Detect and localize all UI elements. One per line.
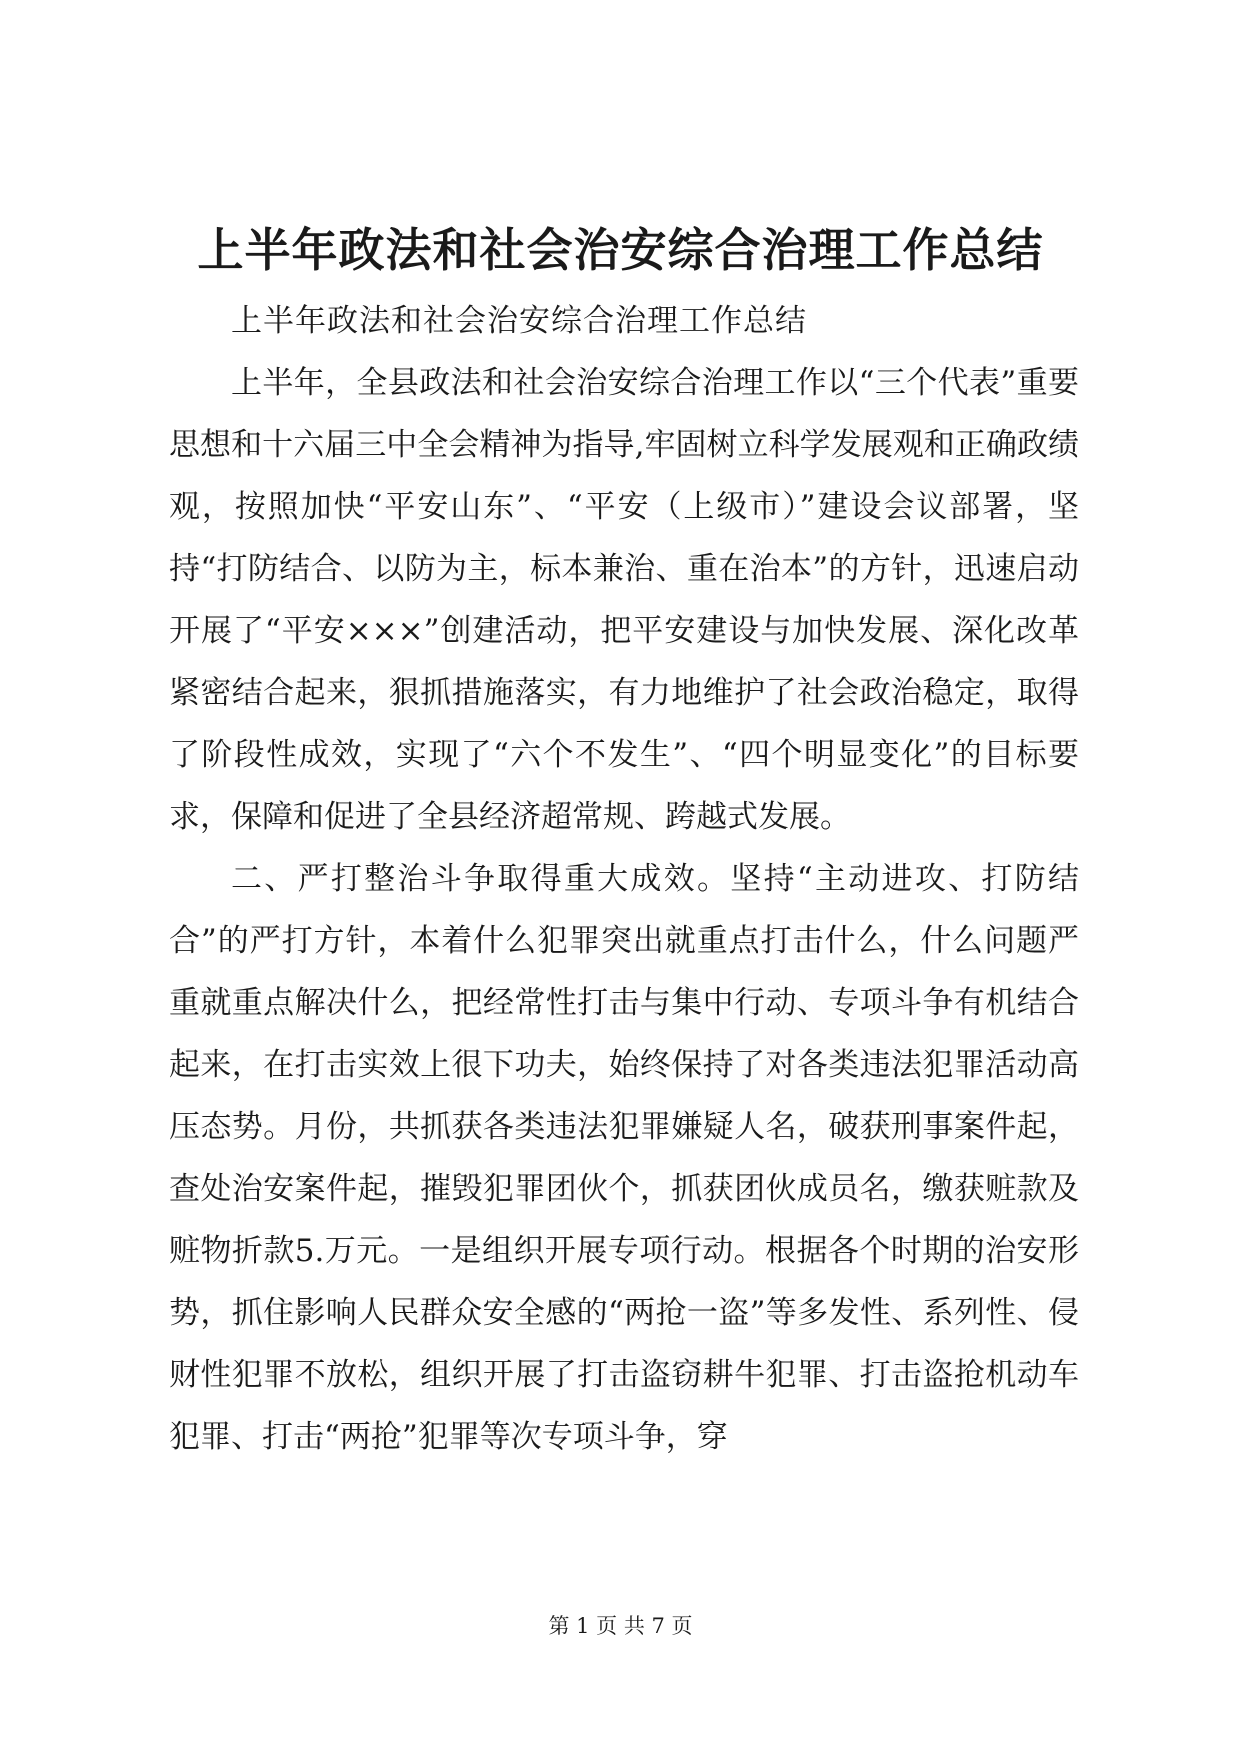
document-body <box>169 290 1079 1468</box>
document-subtitle: 上半年政法和社会治安综合治理工作总结 <box>231 303 807 339</box>
paragraph-intro: 上半年，全县政法和社会治安综合治理工作以“三个代表”重要思想和十六届三中全会精神为指导,牢固树立科学发展观和正确政绩观，按照加快“平安山东”、“平安（上级市）”建设会议部署，坚持“打防结合、以防为主，标本兼治、重在治本”的方针，迅速启动开展了“平安×××”创建活动，把平安建设与加快发展、深化改革紧密结合起来，狠抓措施落实，有力地维护了社会政治稳定，取得了阶段性成效，实现了“六个不发生”、“四个明显变化”的目标要求，保障和促进了全县经济超常规、跨越式发展。 <box>169 365 1079 835</box>
document-title: 上半年政法和社会治安综合治理工作总结 <box>197 223 1044 277</box>
page-number-footer: 第 1 页 共 7 页 <box>548 1614 693 1638</box>
paragraph-crackdown: 二、严打整治斗争取得重大成效。坚持“主动进攻、打防结合”的严打方针，本着什么犯罪突出就重点打击什么，什么问题严重就重点解决什么，把经常性打击与集中行动、专项斗争有机结合起来，在打击实效上很下功夫，始终保持了对各类违法犯罪活动高压态势。月份，共抓获各类违法犯罪嫌疑人名，破获刑事案件起，查处治安案件起，摧毁犯罪团伙个，抓获团伙成员名，缴获赃款及赃物折款5.万元。一是组织开展专项行动。根据各个时期的治安形势，抓住影响人民群众安全感的“两抢一盗”等多发性、系列性、侵财性犯罪不放松，组织开展了打击盗窃耕牛犯罪、打击盗抢机动车犯罪、打击“两抢”犯罪等次专项斗争，穿 <box>169 861 1079 1455</box>
